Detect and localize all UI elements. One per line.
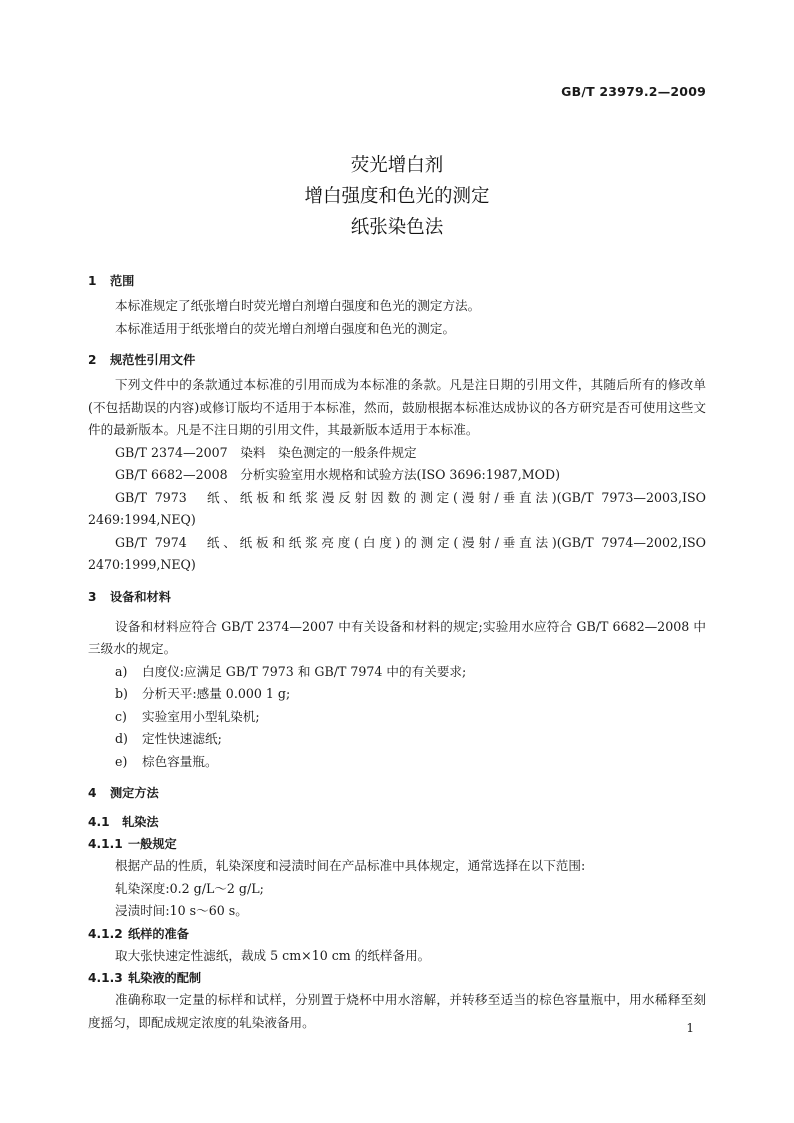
paragraph: 本标准规定了纸张增白时荧光增白剂增白强度和色光的测定方法。	[115, 298, 481, 313]
list-item: c) 实验室用小型轧染机;	[115, 708, 260, 724]
section-title: 轧染法	[122, 815, 159, 829]
section-number: 2	[88, 353, 97, 367]
subsection-4-1-heading	[88, 811, 706, 833]
list-item: a) 白度仪:应满足 GB/T 7973 和 GB/T 7974 中的有关要求;	[115, 663, 467, 679]
paragraph: 根据产品的性质，轧染深度和浸渍时间在产品标准中具体规定，通常选择在以下范围:	[115, 858, 586, 873]
reference-item: GB/T 2374—2007 染料 染色测定的一般条件规定	[115, 444, 417, 460]
paragraph: 轧染深度:0.2 g/L～2 g/L;	[115, 880, 264, 896]
section-title: 测定方法	[110, 786, 159, 800]
section-title: 轧染液的配制	[128, 971, 202, 985]
subsection-4-1-1-heading	[88, 833, 706, 855]
section-number: 3	[88, 589, 97, 604]
list-item: d) 定性快速滤纸;	[115, 731, 222, 746]
paragraph: 下列文件中的条款通过本标准的引用而成为本标准的条款。凡是注日期的引用文件，其随后所有的修改单(不包括勘误的内容)或修订版均不适用于本标准，然而，鼓励根据本标准达成协议的各方研究是否可使用这些文件的最新版本。凡是不注日期的引用文件，其最新版本适用于本标准。	[88, 377, 706, 437]
reference-item: GB/T 7974 纸、纸板和纸浆亮度(白度)的测定(漫射/垂直法)(GB/T 7974—2002,ISO 2470:1999,NEQ)	[88, 534, 706, 572]
section-3-heading	[88, 586, 706, 608]
section-number: 1	[88, 274, 97, 288]
standard-number: GB/T 23979.2—2009	[561, 84, 706, 99]
subsection-4-1-3-heading	[88, 967, 706, 989]
section-2-heading	[88, 349, 706, 371]
section-number: 4.1	[88, 815, 110, 829]
title-line-3: 纸张染色法	[350, 217, 444, 238]
section-number: 4.1.3	[88, 971, 123, 985]
list-item: e) 棕色容量瓶。	[115, 753, 218, 769]
section-title: 范围	[110, 274, 135, 288]
document-title	[0, 150, 794, 243]
paragraph: 取大张快速定性滤纸，裁成 5 cm×10 cm 的纸样备用。	[115, 947, 431, 963]
reference-item: GB/T 7973 纸、纸板和纸浆漫反射因数的测定(漫射/垂直法)(GB/T 7973—2003,ISO 2469:1994,NEQ)	[88, 489, 706, 527]
section-4-heading	[88, 782, 706, 804]
section-title: 规范性引用文件	[110, 353, 196, 367]
title-line-1: 荧光增白剂	[350, 155, 444, 176]
section-number: 4.1.1	[88, 837, 123, 851]
title-line-2: 增白强度和色光的测定	[304, 186, 490, 207]
reference-item: GB/T 6682—2008 分析实验室用水规格和试验方法(ISO 3696:1987,MOD)	[115, 467, 560, 482]
section-title: 设备和材料	[110, 589, 171, 604]
paragraph: 设备和材料应符合 GB/T 2374—2007 中有关设备和材料的规定;实验用水应符合 GB/T 6682—2008 中三级水的规定。	[88, 618, 706, 656]
document-body	[88, 270, 706, 1034]
paragraph: 浸渍时间:10 s～60 s。	[115, 903, 248, 918]
section-number: 4.1.2	[88, 926, 123, 941]
page-number: 1	[686, 1021, 694, 1035]
subsection-4-1-2-heading	[88, 923, 706, 945]
list-item: b) 分析天平:感量 0.000 1 g;	[115, 686, 291, 701]
paragraph: 准确称取一定量的标样和试样，分别置于烧杯中用水溶解，并转移至适当的棕色容量瓶中，用水稀释至刻度摇匀，即配成规定浓度的轧染液备用。	[88, 992, 706, 1030]
section-title: 纸样的准备	[128, 926, 189, 941]
section-number: 4	[88, 786, 97, 800]
section-1-heading	[88, 270, 706, 292]
paragraph: 本标准适用于纸张增白的荧光增白剂增白强度和色光的测定。	[115, 320, 456, 336]
section-title: 一般规定	[128, 837, 177, 851]
